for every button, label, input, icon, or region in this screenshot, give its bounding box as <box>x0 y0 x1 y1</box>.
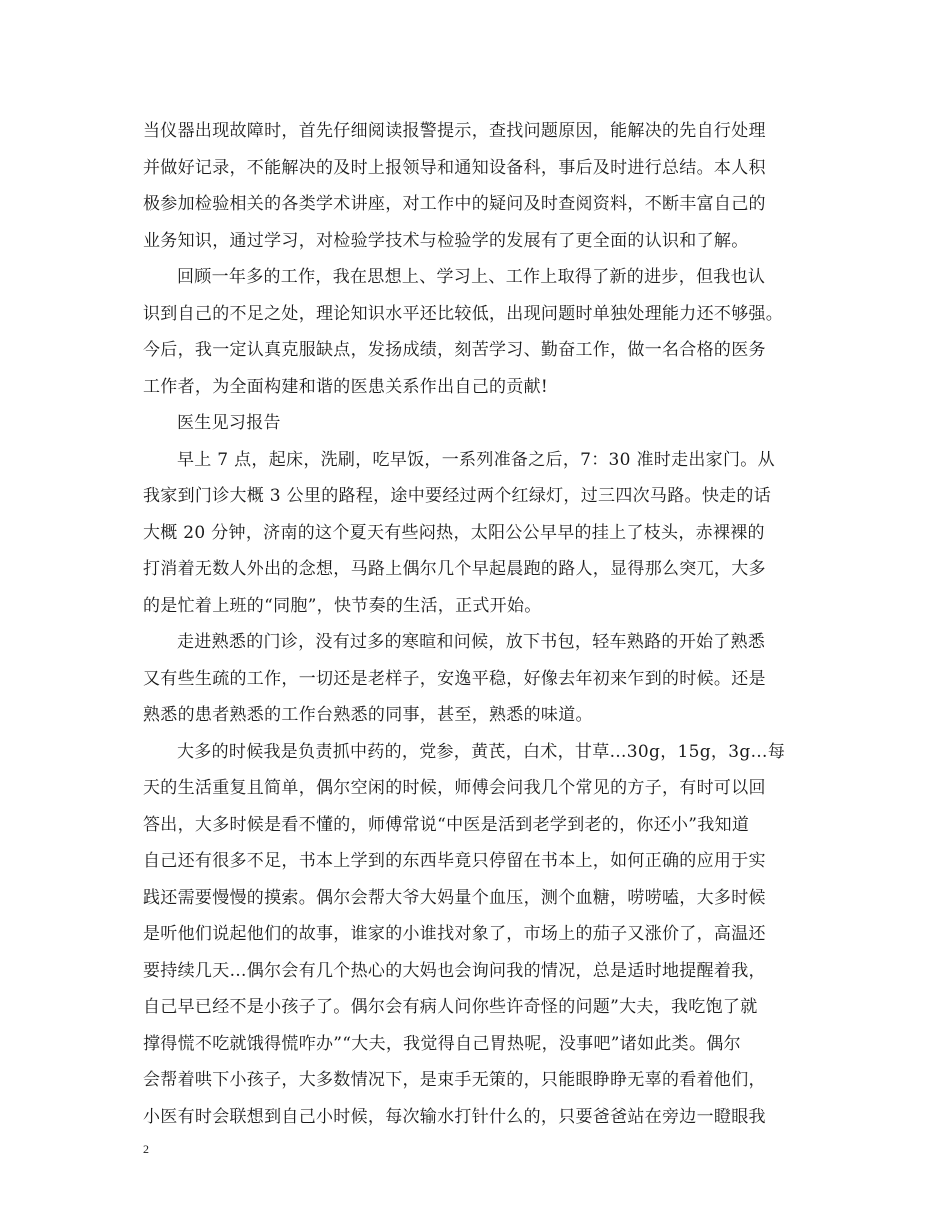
text-line: 极参加检验相关的各类学术讲座，对工作中的疑问及时查阅资料，不断丰富自己的 <box>143 194 766 214</box>
text-line: 又有些生疏的工作，一切还是老样子，安逸平稳，好像去年初来乍到的时候。还是 <box>143 669 766 689</box>
text-line: 撑得慌不吃就饿得慌咋办”“大夫，我觉得自己胃热呢，没事吧”诸如此类。偶尔 <box>143 1034 741 1054</box>
text-line: 当仪器出现故障时，首先仔细阅读报警提示，查找问题原因，能解决的先自行处理 <box>143 121 766 141</box>
text-line: 会帮着哄下小孩子，大多数情况下，是束手无策的，只能眼睁睁无辜的看着他们， <box>143 1070 766 1090</box>
text-line: 自己早已经不是小孩子了。偶尔会有病人问你些许奇怪的问题”大夫，我吃饱了就 <box>143 997 758 1017</box>
text-line: 的是忙着上班的“同胞”，快节奏的生活，正式开始。 <box>143 596 542 616</box>
text-line: 回顾一年多的工作，我在思想上、学习上、工作上取得了新的进步，但我也认 <box>177 267 766 287</box>
text-line: 大概 20 分钟，济南的这个夏天有些闷热，太阳公公早早的挂上了枝头，赤裸裸的 <box>143 523 765 543</box>
text-line: 答出，大多时候是看不懂的，师傅常说“中医是活到老学到老的，你还小”我知道 <box>143 815 750 835</box>
text-line: 医生见习报告 <box>177 413 281 433</box>
text-line: 打消着无数人外出的念想，马路上偶尔几个早起晨跑的路人，显得那么突兀，大多 <box>143 559 766 579</box>
text-line: 要持续几天…偶尔会有几个热心的大妈也会询问我的情况，总是适时地提醒着我， <box>143 961 766 981</box>
text-line: 是听他们说起他们的故事，谁家的小谁找对象了，市场上的茄子又涨价了，高温还 <box>143 924 766 944</box>
text-line: 我家到门诊大概 3 公里的路程，途中要经过两个红绿灯，过三四次马路。快走的话 <box>143 486 772 506</box>
text-line: 识到自己的不足之处，理论知识水平还比较低，出现问题时单独处理能力还不够强。 <box>143 304 784 324</box>
text-line: 践还需要慢慢的摸索。偶尔会帮大爷大妈量个血压，测个血糖，唠唠嗑，大多时候 <box>143 888 766 908</box>
text-line: 小医有时会联想到自己小时候，每次输水打针什么的，只要爸爸站在旁边一瞪眼我 <box>143 1107 766 1127</box>
text-line: 走进熟悉的门诊，没有过多的寒暄和问候，放下书包，轻车熟路的开始了熟悉 <box>177 632 766 652</box>
text-line: 自己还有很多不足，书本上学到的东西毕竟只停留在书本上，如何正确的应用于实 <box>143 851 766 871</box>
text-line: 工作者，为全面构建和谐的医患关系作出自己的贡献! <box>143 377 549 397</box>
text-line: 并做好记录，不能解决的及时上报领导和通知设备科，事后及时进行总结。本人积 <box>143 158 766 178</box>
text-line: 天的生活重复且简单，偶尔空闲的时候，师傅会问我几个常见的方子，有时可以回 <box>143 778 766 798</box>
text-line: 早上 7 点，起床，洗刷，吃早饭，一系列准备之后，7：30 准时走出家门。从 <box>177 450 775 470</box>
page-number: 2 <box>143 1142 149 1156</box>
text-line: 业务知识，通过学习，对检验学技术与检验学的发展有了更全面的认识和了解。 <box>143 231 749 251</box>
text-line: 大多的时候我是负责抓中药的，党参，黄芪，白术，甘草…30g，15g，3g…每 <box>177 742 786 762</box>
text-line: 今后，我一定认真克服缺点，发扬成绩，刻苦学习、勤奋工作，做一名合格的医务 <box>143 340 766 360</box>
text-line: 熟悉的患者熟悉的工作台熟悉的同事，甚至，熟悉的味道。 <box>143 705 593 725</box>
